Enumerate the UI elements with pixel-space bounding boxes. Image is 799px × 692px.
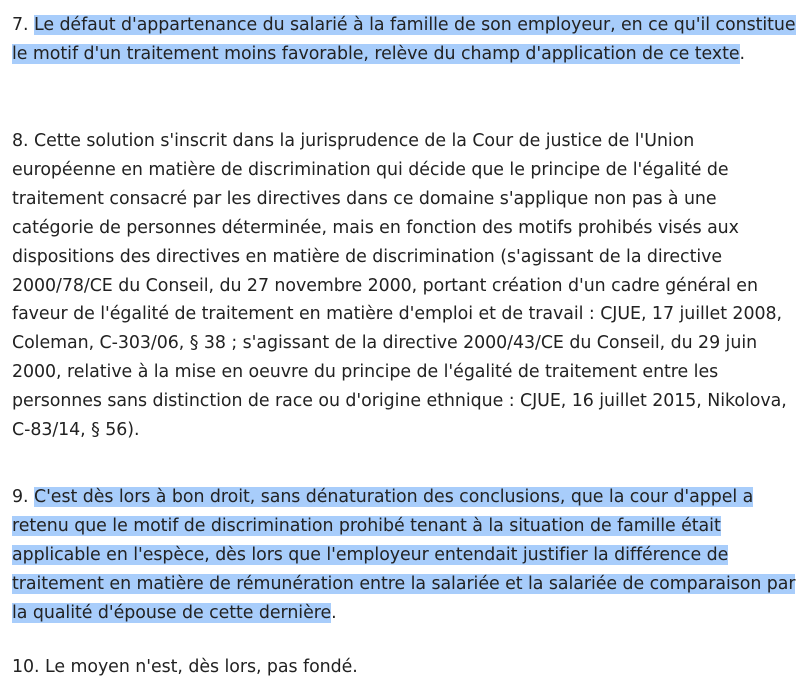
- selected-text[interactable]: C'est dès lors à bon droit, sans dénaturation des conclusions, que la cour d'appel a retenu que le motif de discrimination prohibé tenant à la situation de famille était applicable en l'espèce, dès lors que l'employeur entendait justifier la différence de traitement en matière de rémunération entre la salariée et la salariée de comparaison par la qualité d'épouse de cette dernière: [12, 487, 796, 623]
- paragraph-text: Cette solution s'inscrit dans la jurisprudence de la Cour de justice de l'Union européenne en matière de discrimination qui décide que le principe de l'égalité de traitement consacré par les directives dans ce domaine s'applique non pas à une catégorie de personnes déterminée, mais en fonction des motifs prohibés visés aux dispositions des directives en matière de discrimination (s'agissant de la directive 2000/78/CE du Conseil, du 27 novembre 2000, portant création d'un cadre général en faveur de l'égalité de traitement en matière d'emploi et de travail : CJUE, 17 juillet 2008, Coleman, C-303/06, § 38 ; s'agissant de la directive 2000/43/CE du Conseil, du 29 juin 2000, relative à la mise en oeuvre du principe de l'égalité de traitement entre les personnes sans distinction de race ou d'origine ethnique : CJUE, 16 juillet 2015, Nikolova, C-83/14, § 56).: [12, 131, 787, 441]
- selected-text[interactable]: Le défaut d'appartenance du salarié à la famille de son employeur, en ce qu'il constitue le motif d'un traitement moins favorable, relève du champ d'application de ce texte: [12, 15, 796, 64]
- paragraph-number: 7.: [12, 15, 29, 35]
- paragraph-trailing: .: [739, 43, 746, 64]
- paragraph-7: [12, 11, 796, 69]
- paragraph-number: 10.: [12, 657, 40, 677]
- paragraph-number: 9.: [12, 487, 29, 507]
- paragraph-trailing: .: [331, 602, 337, 623]
- paragraph-number: 8.: [12, 131, 29, 151]
- paragraph-9: [12, 483, 796, 628]
- paragraph-10: [12, 653, 796, 682]
- paragraph-8: [12, 127, 796, 445]
- paragraph-text: Le moyen n'est, dès lors, pas fondé.: [45, 657, 358, 677]
